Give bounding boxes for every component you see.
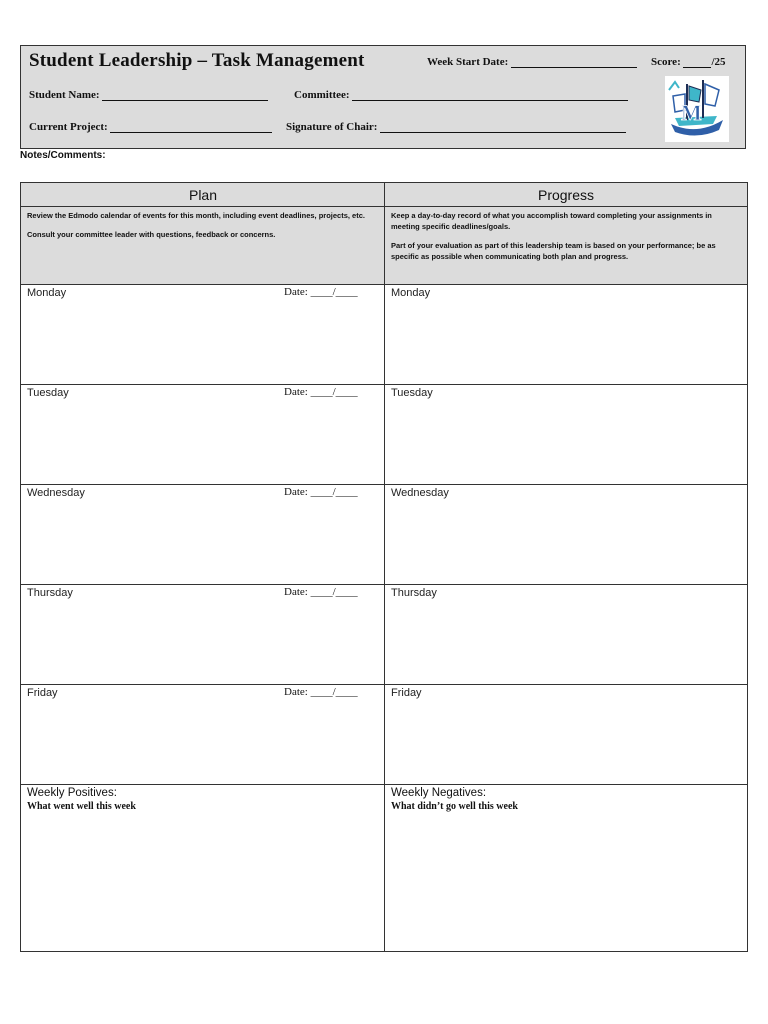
- signature-line: [380, 122, 626, 133]
- plan-date-field[interactable]: Date: ____/____: [284, 486, 358, 498]
- score-field[interactable]: [651, 56, 726, 68]
- progress-instructions: [385, 207, 747, 285]
- plan-heading: Plan: [21, 183, 385, 207]
- plan-date-field[interactable]: Date: ____/____: [284, 386, 358, 398]
- weekly-negatives-title: Weekly Negatives:: [391, 787, 487, 799]
- plan-day-label: Monday: [27, 287, 67, 299]
- progress-day-label: Monday: [391, 287, 431, 299]
- plan-day-label: Tuesday: [27, 387, 69, 399]
- plan-day-label: Friday: [27, 687, 58, 699]
- plan-instruction-1: Review the Edmodo calendar of events for this month, including event deadlines, projects, etc.: [27, 211, 365, 220]
- current-project-field[interactable]: [29, 121, 272, 133]
- plan-instruction-2: Consult your committee leader with questions, feedback or concerns.: [27, 230, 276, 239]
- plan-date-field[interactable]: Date: ____/____: [284, 586, 358, 598]
- student-name-label: Student Name:: [29, 89, 100, 101]
- ship-mascot-icon: [665, 76, 729, 142]
- plan-date-field[interactable]: Date: ____/____: [284, 686, 358, 698]
- current-project-label: Current Project:: [29, 121, 108, 133]
- plan-day-label: Wednesday: [27, 487, 85, 499]
- committee-label: Committee:: [294, 89, 350, 101]
- plan-date-field[interactable]: Date: ____/____: [284, 286, 358, 298]
- page-title: Student Leadership – Task Management: [29, 50, 365, 71]
- week-start-field[interactable]: [427, 56, 637, 68]
- progress-day-label: Thursday: [391, 587, 437, 599]
- notes-label: Notes/Comments:: [20, 150, 106, 161]
- score-label: Score:: [651, 56, 681, 68]
- student-name-line: [102, 90, 268, 101]
- weekly-positives-title: Weekly Positives:: [27, 787, 117, 799]
- weekly-positives-subtitle: What went well this week: [27, 801, 136, 812]
- progress-heading: Progress: [385, 183, 747, 207]
- score-total: /25: [711, 56, 726, 68]
- progress-day-label: Wednesday: [391, 487, 449, 499]
- svg-text:M: M: [681, 100, 702, 125]
- progress-day-label: Tuesday: [391, 387, 433, 399]
- plan-day-label: Thursday: [27, 587, 73, 599]
- committee-line: [352, 90, 628, 101]
- committee-field[interactable]: [294, 89, 628, 101]
- progress-instruction-1: Keep a day-to-day record of what you accomplish toward completing your assignments in meeting specific deadlines/goals.: [391, 211, 712, 231]
- week-start-line: [511, 57, 637, 68]
- column-divider: [384, 183, 385, 951]
- weekly-negatives-subtitle: What didn’t go well this week: [391, 801, 518, 812]
- plan-progress-table: [20, 182, 748, 952]
- progress-instruction-2: Part of your evaluation as part of this leadership team is based on your performance; be as specific as possible when communicating both plan and progress.: [391, 241, 716, 261]
- score-line: [683, 57, 711, 68]
- signature-field[interactable]: [286, 121, 626, 133]
- week-start-label: Week Start Date:: [427, 56, 509, 68]
- plan-instructions: [21, 207, 384, 285]
- student-name-field[interactable]: [29, 89, 268, 101]
- signature-label: Signature of Chair:: [286, 121, 378, 133]
- current-project-line: [110, 122, 272, 133]
- progress-day-label: Friday: [391, 687, 422, 699]
- header-box: [20, 45, 746, 149]
